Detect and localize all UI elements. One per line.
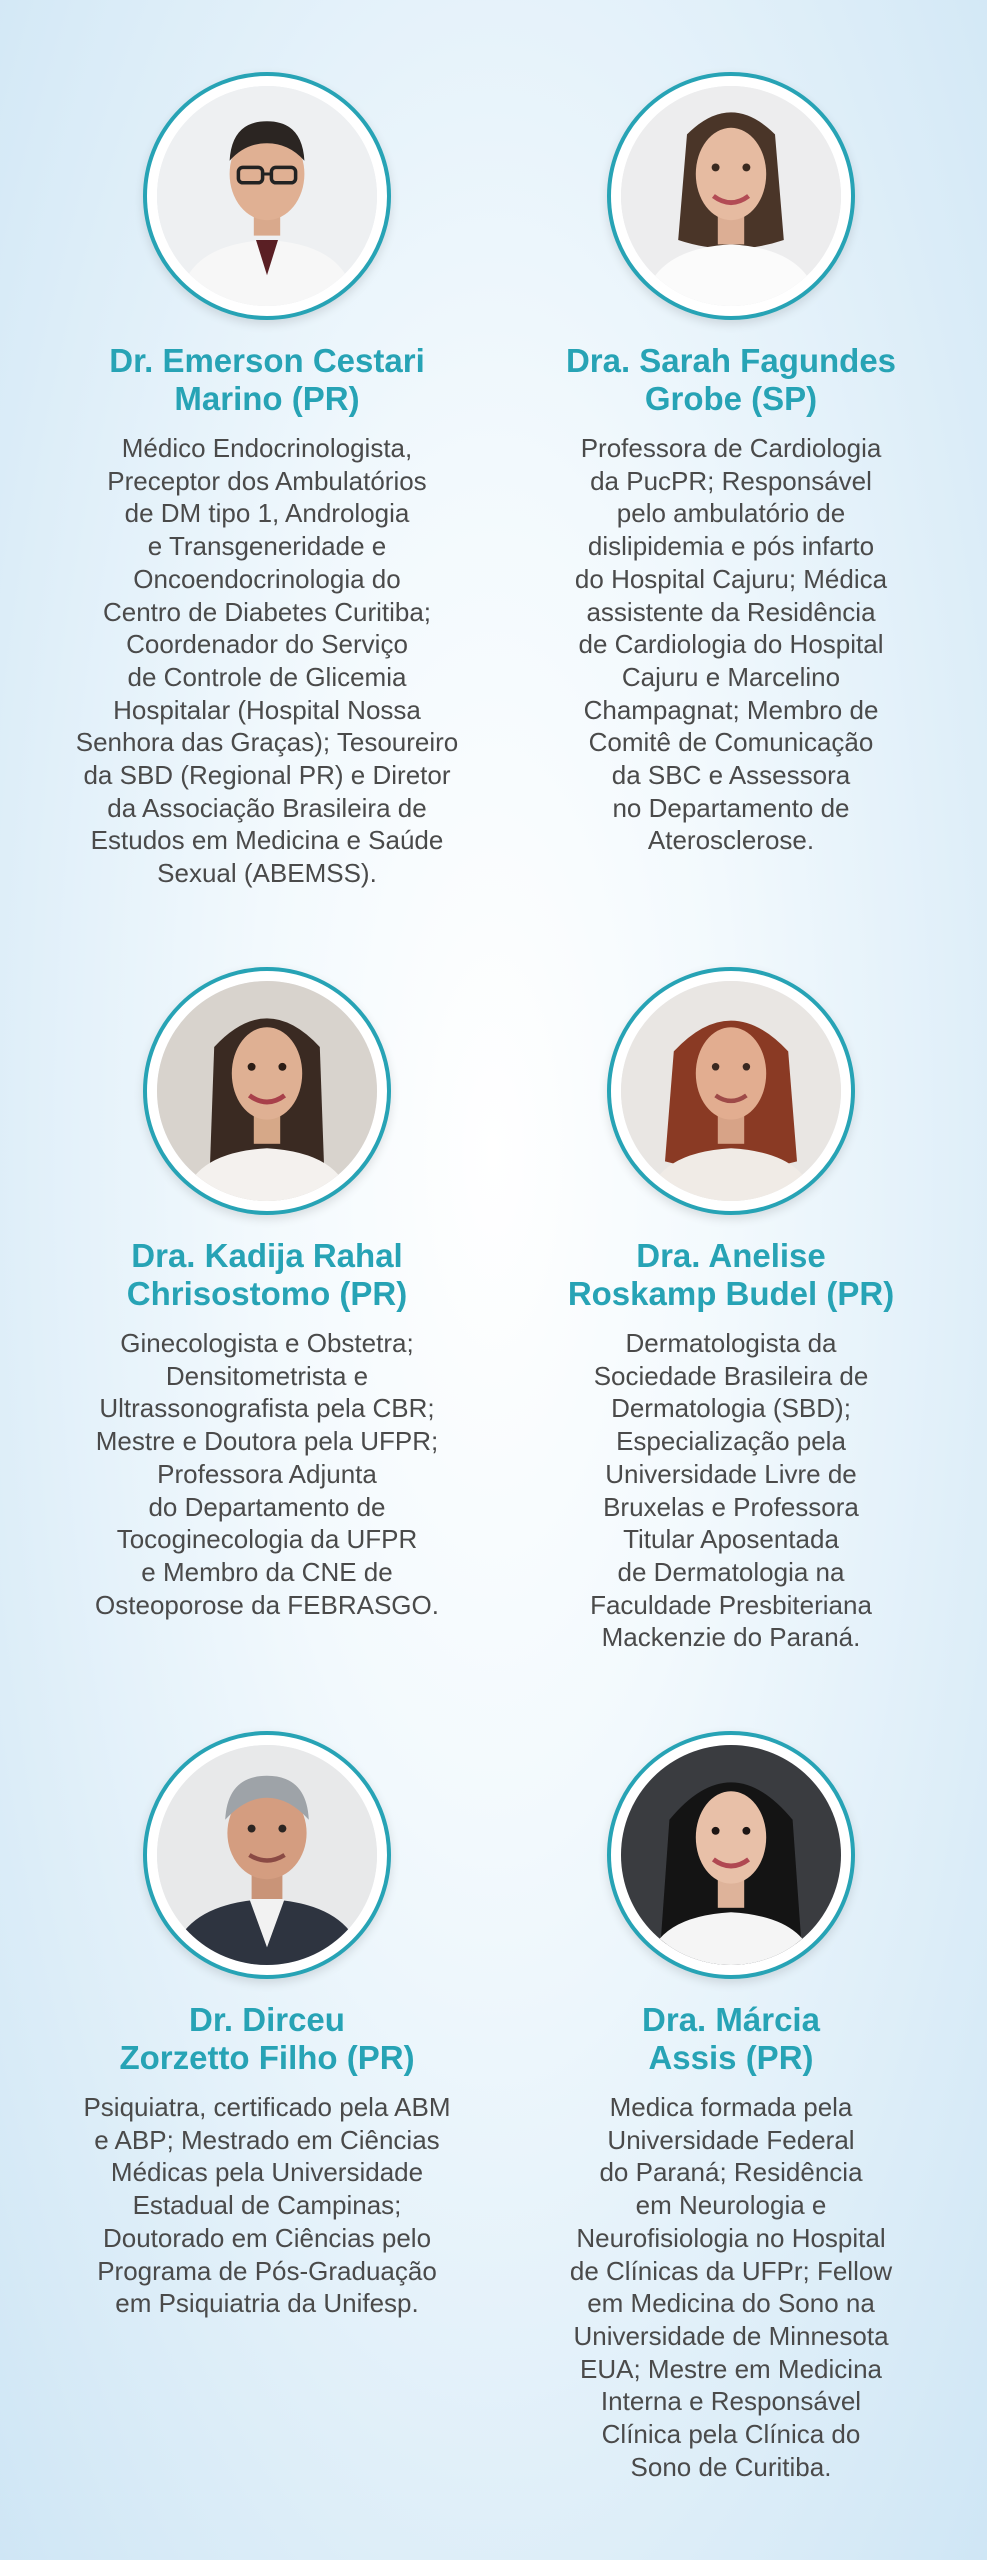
speaker-card-anelise <box>521 967 941 1654</box>
speaker-name: Dra. Márcia Assis (PR) <box>642 2001 820 2076</box>
speaker-bio: Ginecologista e Obstetra; Densitometrista e Ultrassonografista pela CBR; Mestre e Doutora pela UFPR; Professora Adjunta do Departamento de Tocoginecologia da UFPR e Membro da CNE de Osteoporose da FEBRASGO. <box>95 1328 439 1620</box>
portrait-photo <box>621 86 841 306</box>
speaker-name: Dr. Dirceu Zorzetto Filho (PR) <box>119 2001 415 2076</box>
speaker-card-sarah <box>521 72 941 857</box>
speaker-name: Dra. Anelise Roskamp Budel (PR) <box>567 1237 895 1312</box>
avatar <box>143 967 391 1215</box>
speaker-card-kadija <box>57 967 477 1621</box>
speaker-name: Dr. Emerson Cestari Marino (PR) <box>109 342 425 417</box>
portrait-photo <box>157 981 377 1201</box>
speaker-card-dirceu <box>57 1731 477 2320</box>
avatar <box>607 1731 855 1979</box>
avatar <box>607 967 855 1215</box>
speaker-bio: Psiquiatra, certificado pela ABM e ABP; Mestrado em Ciências Médicas pela Universidade Estadual de Campinas; Doutorado em Ciências pelo Programa de Pós-Graduação em Psiquiatria da Unifesp. <box>83 2092 451 2319</box>
avatar <box>143 72 391 320</box>
avatar <box>143 1731 391 1979</box>
speaker-card-marcia <box>521 1731 941 2483</box>
portrait-photo <box>621 1745 841 1965</box>
speaker-bio: Dermatologista da Sociedade Brasileira de Dermatologia (SBD); Especialização pela Universidade Livre de Bruxelas e Professora Titular Aposentada de Dermatologia na Faculdade Presbiteriana Mackenzie do Paraná. <box>590 1328 872 1653</box>
speaker-bio: Médico Endocrinologista, Preceptor dos Ambulatórios de DM tipo 1, Andrologia e Transgeneridade e Oncoendocrinologia do Centro de Diabetes Curitiba; Coordenador do Serviço de Controle de Glicemia Hospitalar (Hospital Nossa Senhora das Graças); Tesoureiro da SBD (Regional PR) e Diretor da Associação Brasileira de Estudos em Medicina e Saúde Sexual (ABEMSS). <box>75 433 459 889</box>
speaker-bio: Medica formada pela Universidade Federal do Paraná; Residência em Neurologia e Neurofisiologia no Hospital de Clínicas da UFPr; Fellow em Medicina do Sono na Universidade de Minnesota EUA; Mestre em Medicina Interna e Responsável Clínica pela Clínica do Sono de Curitiba. <box>569 2092 893 2482</box>
portrait-photo <box>157 1745 377 1965</box>
speaker-name: Dra. Sarah Fagundes Grobe (SP) <box>565 342 897 417</box>
portrait-photo <box>157 86 377 306</box>
speaker-bio: Professora de Cardiologia da PucPR; Responsável pelo ambulatório de dislipidemia e pós infarto do Hospital Cajuru; Médica assistente da Residência de Cardiologia do Hospital Cajuru e Marcelino Champagnat; Membro de Comitê de Comunicação da SBC e Assessora no Departamento de Aterosclerose. <box>574 433 888 856</box>
portrait-photo <box>621 981 841 1201</box>
avatar <box>607 72 855 320</box>
speaker-card-emerson <box>57 72 477 890</box>
speaker-name: Dra. Kadija Rahal Chrisostomo (PR) <box>126 1237 408 1312</box>
